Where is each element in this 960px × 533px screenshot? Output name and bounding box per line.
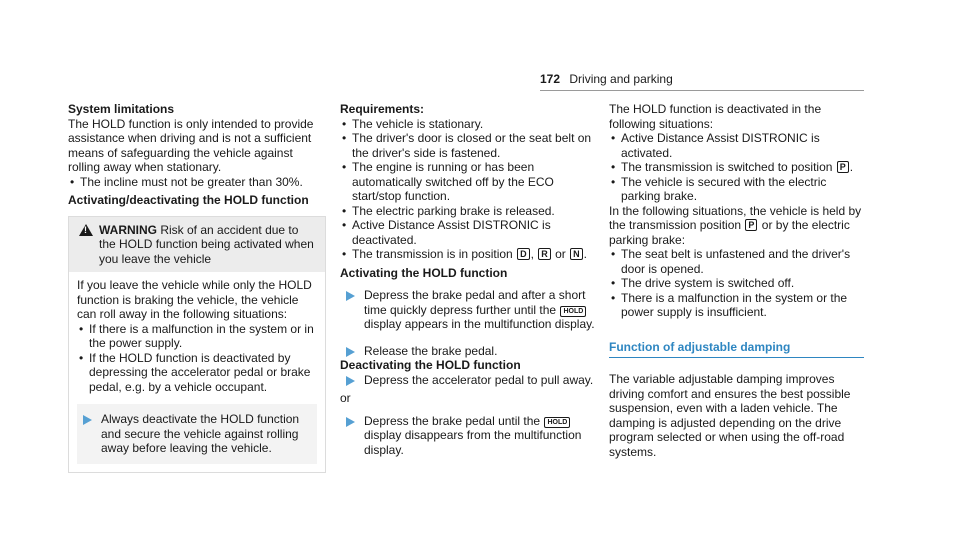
deactivate-step-1-text: Depress the accelerator pedal to pull away. (364, 372, 594, 387)
held-paragraph (609, 204, 864, 248)
warning-body (69, 272, 325, 472)
warning-body-text: If you leave the vehicle while only the HOLD function is braking the vehicle, the vehicle can roll away in the following situations: (77, 278, 312, 321)
deactivating-title: Deactivating the HOLD function (340, 358, 521, 372)
activate-step-2-text: Release the brake pedal. (364, 343, 498, 358)
deactivate-step-2 (340, 414, 602, 458)
step-arrow-icon (346, 291, 355, 301)
list-item: • There is a malfunction in the system or the power supply is insufficient. (609, 291, 864, 320)
step-arrow-icon (346, 417, 355, 427)
list-item: • The transmission is switched to position P . (609, 160, 864, 175)
damping-heading: Function of adjustable damping (609, 340, 864, 359)
gear-r-key: R (538, 248, 551, 260)
gear-d-key: D (517, 248, 530, 260)
activate-step-1 (340, 288, 602, 332)
warning-label: WARNING (99, 222, 157, 237)
held-text: In the following situations, the vehicle is held by the transmission position (609, 203, 862, 232)
step-arrow-icon (346, 376, 355, 386)
requirements-list (340, 117, 602, 262)
system-limitations-text: The HOLD function is only intended to provide assistance when driving and is not a sufficient means of safeguarding the vehicle against rolling away when stationary. (68, 116, 314, 174)
warning-triangle-icon (79, 224, 93, 236)
system-limitations-title: System limitations (68, 102, 175, 116)
held-list (609, 247, 864, 320)
hold-key: HOLD (560, 306, 586, 317)
warning-action-text: Always deactivate the HOLD function and secure the vehicle against rolling away before leaving the vehicle. (101, 412, 300, 455)
hold-key: HOLD (544, 417, 570, 428)
warning-action-box (77, 404, 317, 464)
list-item: • The drive system is switched off. (609, 276, 864, 291)
deactivate-step-2-text-after: display disappears from the multifunction display. (364, 428, 582, 457)
list-item: • If there is a malfunction in the system or in the power supply. (77, 322, 317, 351)
list-item: • Active Distance Assist DISTRONIC is deactivated. (340, 218, 602, 247)
gear-n-key: N (570, 248, 583, 260)
gear-p-key: P (745, 219, 757, 231)
damping-text: The variable adjustable damping improves driving comfort and ensures the best possible suspension, even with a laden vehicle. The damping is adjusted depending on the drive program selected or when using the off-road systems. (609, 372, 851, 459)
column-1 (68, 102, 328, 473)
activating-title: Activating the HOLD function (340, 265, 508, 280)
list-item: • If the HOLD function is deactivated by depressing the accelerator pedal or brake pedal, e.g. by a vehicle occupant. (77, 351, 317, 395)
warning-header (69, 217, 325, 273)
list-item: • The vehicle is secured with the electric parking brake. (609, 175, 864, 204)
column-3 (609, 102, 864, 459)
deactivate-step-2-text: Depress the brake pedal until the (364, 413, 541, 428)
warning-action-step (77, 412, 313, 456)
activating-deactivating-heading: Activating/deactivating the HOLD function (68, 193, 309, 207)
warning-list (77, 322, 317, 395)
system-limitations-list (68, 175, 328, 190)
page-header (540, 72, 864, 91)
activate-step-2 (340, 344, 602, 359)
list-item: • The incline must not be greater than 30%. (68, 175, 328, 190)
list-item-text: The transmission is switched to position (621, 160, 833, 174)
deactivated-intro: The HOLD function is deactivated in the following situations: (609, 102, 822, 131)
deactivate-step-1 (340, 373, 602, 388)
header-section-title: Driving and parking (569, 72, 673, 86)
warning-title-text: Risk of an accident due to the HOLD function being activated when you leave the vehicle (99, 222, 314, 266)
gear-p-key: P (837, 161, 849, 173)
transmission-or: or (555, 247, 566, 261)
list-item: • The engine is running or has been automatically switched off by the ECO start/stop function. (340, 160, 602, 204)
deactivated-list (609, 131, 864, 204)
activate-step-1-text: Depress the brake pedal and after a short time quickly depress further until the (364, 288, 586, 317)
warning-box (68, 216, 326, 473)
list-item: • Active Distance Assist DISTRONIC is activated. (609, 131, 864, 160)
activate-step-1-text-after: display appears in the multifunction display. (364, 317, 595, 331)
list-item: • The driver's door is closed or the seat belt on the driver's side is fastened. (340, 131, 602, 160)
requirements-title: Requirements: (340, 102, 425, 116)
step-arrow-icon (83, 415, 92, 425)
transmission-text: The transmission is in position (352, 247, 513, 261)
column-2 (340, 102, 602, 457)
step-arrow-icon (346, 347, 355, 357)
held-text-after: or by the electric parking brake: (609, 218, 850, 247)
list-item: • The vehicle is stationary. (340, 117, 602, 132)
or-label: or (340, 391, 351, 405)
page-number: 172 (540, 72, 561, 86)
list-item-transmission: • The transmission is in position D , R or N . (340, 247, 602, 262)
list-item: • The seat belt is unfastened and the driver's door is opened. (609, 247, 864, 276)
list-item: • The electric parking brake is released. (340, 204, 602, 219)
